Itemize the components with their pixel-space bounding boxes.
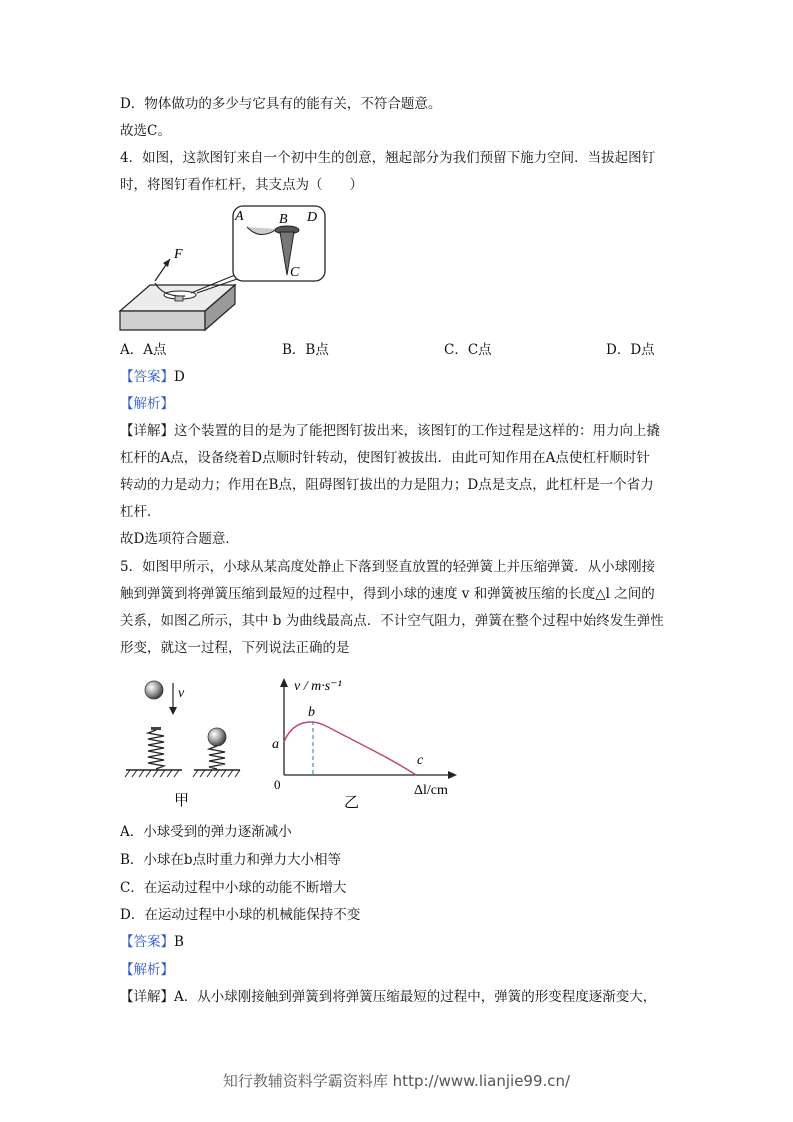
point-b-label: B [279,212,288,227]
footer-watermark: 知行教辅资料学霸资料库 http://www.lianjie99.cn/ [222,1072,571,1090]
analysis-tag: 【解析】 [120,962,174,978]
point-c-label: C [290,265,300,280]
option-c: C．C点 [444,342,492,358]
option-c: C．在运动过程中小球的动能不断增大 [120,880,347,896]
option-a: A．A点 [120,342,167,358]
velocity-compression-graph [262,672,467,810]
origin-label: 0 [274,777,281,792]
option-b: B．小球在b点时重力和弹力大小相等 [120,852,342,868]
question-4-stem: 时，将图钉看作杠杆，其支点为（ ） [120,177,363,193]
question-5-stem: 形变，就这一过程，下列说法正确的是 [120,640,350,656]
thumbtack-figure [115,203,330,333]
detail-line: 杠杆． [120,504,161,520]
answer-line: 【答案】D [120,369,185,385]
analysis-tag: 【解析】 [120,396,174,412]
question-4-stem: 4．如图，这款图钉来自一个初中生的创意，翘起部分为我们预留下施力空间．当拔起图钉 [120,150,656,166]
question-5-stem: 关系，如图乙所示，其中 b 为曲线最高点．不计空气阻力，弹簧在整个过程中始终发生弹性 [120,613,664,629]
point-a-label: A [235,209,244,224]
text-line: 故选C。 [120,123,171,139]
point-d-label: D [307,210,318,225]
point-b-label: b [308,705,315,720]
option-d: D．D点 [606,342,655,358]
detail-line: 【详解】这个装置的目的是为了能把图钉拔出来，该图钉的工作过程是这样的：用力向上撬 [120,423,660,439]
force-label: F [174,247,183,262]
compressed-ball [208,728,226,746]
point-a-label: a [272,737,279,752]
point-c-label: c [417,753,424,768]
question-5-stem: 触到弹簧到将弹簧压缩到最短的过程中，得到小球的速度 v 和弹簧被压缩的长度△l 之间的 [120,586,655,602]
falling-ball [145,681,163,699]
answer-line: 【答案】B [120,934,184,950]
question-5-stem: 5．如图甲所示，小球从某高度处静止下落到竖直放置的轻弹簧上并压缩弹簧．从小球刚接 [120,559,656,575]
x-axis-label: Δl/cm [414,783,448,798]
option-b: B．B点 [282,342,329,358]
velocity-label: v [178,686,185,701]
velocity-curve [284,722,416,775]
figure-yi-caption: 乙 [344,795,360,810]
text-line: D．物体做功的多少与它具有的能有关，不符合题意。 [120,96,442,112]
option-d: D．在运动过程中小球的机械能保持不变 [120,907,361,923]
detail-line: 转动的力是动力；作用在B点，阻碍图钉拔出的力是阻力；D点是支点，此杠杆是一个省力 [120,477,654,493]
detail-line: 杠杆的A点，设备绕着D点顺时针转动，使图钉被拔出．由此可知作用在A点使杠杆顺时针 [120,450,650,466]
y-axis-label: v / m·s⁻¹ [294,679,342,694]
detail-line: 【详解】A．从小球刚接触到弹簧到将弹簧压缩最短的过程中，弹簧的形变程度逐渐变大， [120,989,657,1005]
figure-jia-caption: 甲 [174,793,190,809]
spring-ball-figure [120,675,245,810]
detail-line: 故D选项符合题意． [120,531,239,547]
option-a: A．小球受到的弹力逐渐减小 [120,824,292,840]
